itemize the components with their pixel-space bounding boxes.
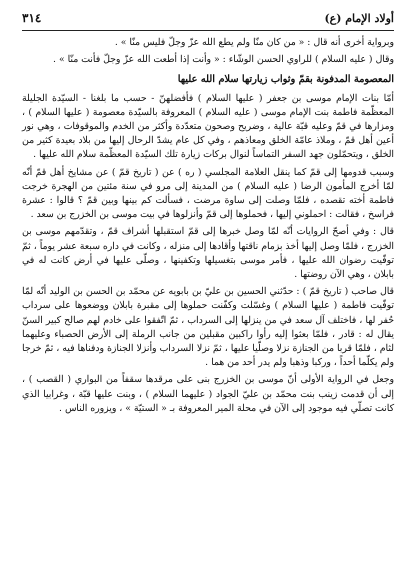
body-paragraph-3: قال : وفي أصحّ الروايات أنّه لمّا وصل خبرها إلى قمّ استقبلها أشراف قمّ ، وتقدّمهم موسى بن الخزرج ، فلمّا وصل إليها أخذ بزمام ناقتها وأقادها إلى منزله ، وكانت في داره سبعة عشر يوماً ، ثمّ توفّيت رضوان الله عليها ، فأمر موسى بتغسيلها وتكفينها ، وصلّى عليها في أرض كانت له في بابلان ، وهي الآن روضتها .	[22, 226, 394, 281]
intro-paragraph-2: وقال ( عليه السلام ) للراوي الحسن الوشّاء : « وأنت إذا أطعت الله عزّ وجلّ فأنت منّا » .	[53, 54, 394, 66]
running-title: أولاد الإمام (ع)	[324, 11, 394, 25]
intro-paragraph-1: وبرواية أخرى أنه قال : « من كان منّا ولم يطع الله عزّ وجلّ فليس منّا » .	[114, 37, 394, 48]
body-paragraph-1: أمّا بنات الإمام موسى بن جعفر ( عليها السلام ) فأفضلهنّ - حسب ما بلغنا - السيّدة الجليلة المعظّمة فاطمة بنت الإمام موسى ( عليه السلام ) المعروفة بالسيّدة معصومة ( عليها السلام ) ، ومزارها في قمّ وعليه قبّة عالية ، وضريح وصحون متعدّدة وأكثر من الخدم والموقوفات ، وهي نور أعين أهل قمّ ، وملاذ عامّة الخلق ومعاذهم ، وفي كل عام يشدّ الرحال إليها من بلاد بعيدة كثير من الخلق ، ويتحمّلون جهد السفر التماساً لنوال بركات زيارة تلك السيّدة المعظّمة سلام الله عليها .	[22, 92, 394, 161]
section-heading: المعصومة المدفونة بقمّ وثواب زيارتها سلام الله عليها	[177, 74, 394, 86]
header-rule	[22, 30, 394, 31]
page-body	[22, 36, 394, 574]
body-paragraph-2: وسبب قدومها إلى قمّ كما ينقل العلامة المجلسي ( ره ) عن ( تاريخ قمّ ) عن مشايخ أهل قمّ أنّه لمّا أخرج المأمون الرضا ( عليه السلام ) من المدينة إلى مرو في سنة مئتين من الهجرة خرجت فاطمة أخته تقصده ، فلمّا وصلت إلى ساوة مرضت ، فسألت كم بينها وبين قمّ ؟ قالوا : عشرة فراسخ ، فقالت : احملوني إليها ، فحملوها إلى قمّ وأنزلوها في بيت موسى بن الخزرج بن سعد .	[22, 166, 394, 221]
body-paragraph-4: قال صاحب ( تاريخ قمّ ) : حدّثني الحسين بن عليّ بن بابويه عن محمّد بن الحسن بن الوليد أنّه لمّا توفّيت فاطمة ( عليها السلام ) وغسّلت وكفّنت حملوها إلى مقبرة بابلان ووضعوها على سرداب حُفر لها ، فاختلف آل سعد في من ينزلها إلى السرداب ، ثمّ اتّفقوا على خادم لهم صالح كبير السنّ يقال له : قادر ، فلمّا بعثوا إليه رأوا راكبين مقبلين من جانب الرملة إلى الأرض الحصباء وعليهما لثام ، فلمّا قربا من الجنازة نزلا وصلّيا عليها ، ثمّ نزلا السرداب وأنزلا الجنازة ودفناها فيه ، ثمّ خرجا ولم يكلّما أحداً ، وركبا وذهبا ولم يدر أحد من هما .	[22, 286, 394, 369]
page-number: ٣١٤	[22, 11, 42, 25]
page-header	[22, 8, 394, 28]
body-paragraph-5: وجعل في الرواية الأولى أنّ موسى بن الخزرج بنى على مرقدها سقفاً من البواري ( القصب ) ، إلى أن قدمت زينب بنت محمّد بن عليّ الجواد ( عليهما السلام ) ، وبنت عليها قبّة ، وغرابيا الذي كانت تصلّي فيه موجود إلى الآن في محلة المير المعروفة بـ « الستيّة » ، ويزوره الناس .	[22, 374, 394, 414]
